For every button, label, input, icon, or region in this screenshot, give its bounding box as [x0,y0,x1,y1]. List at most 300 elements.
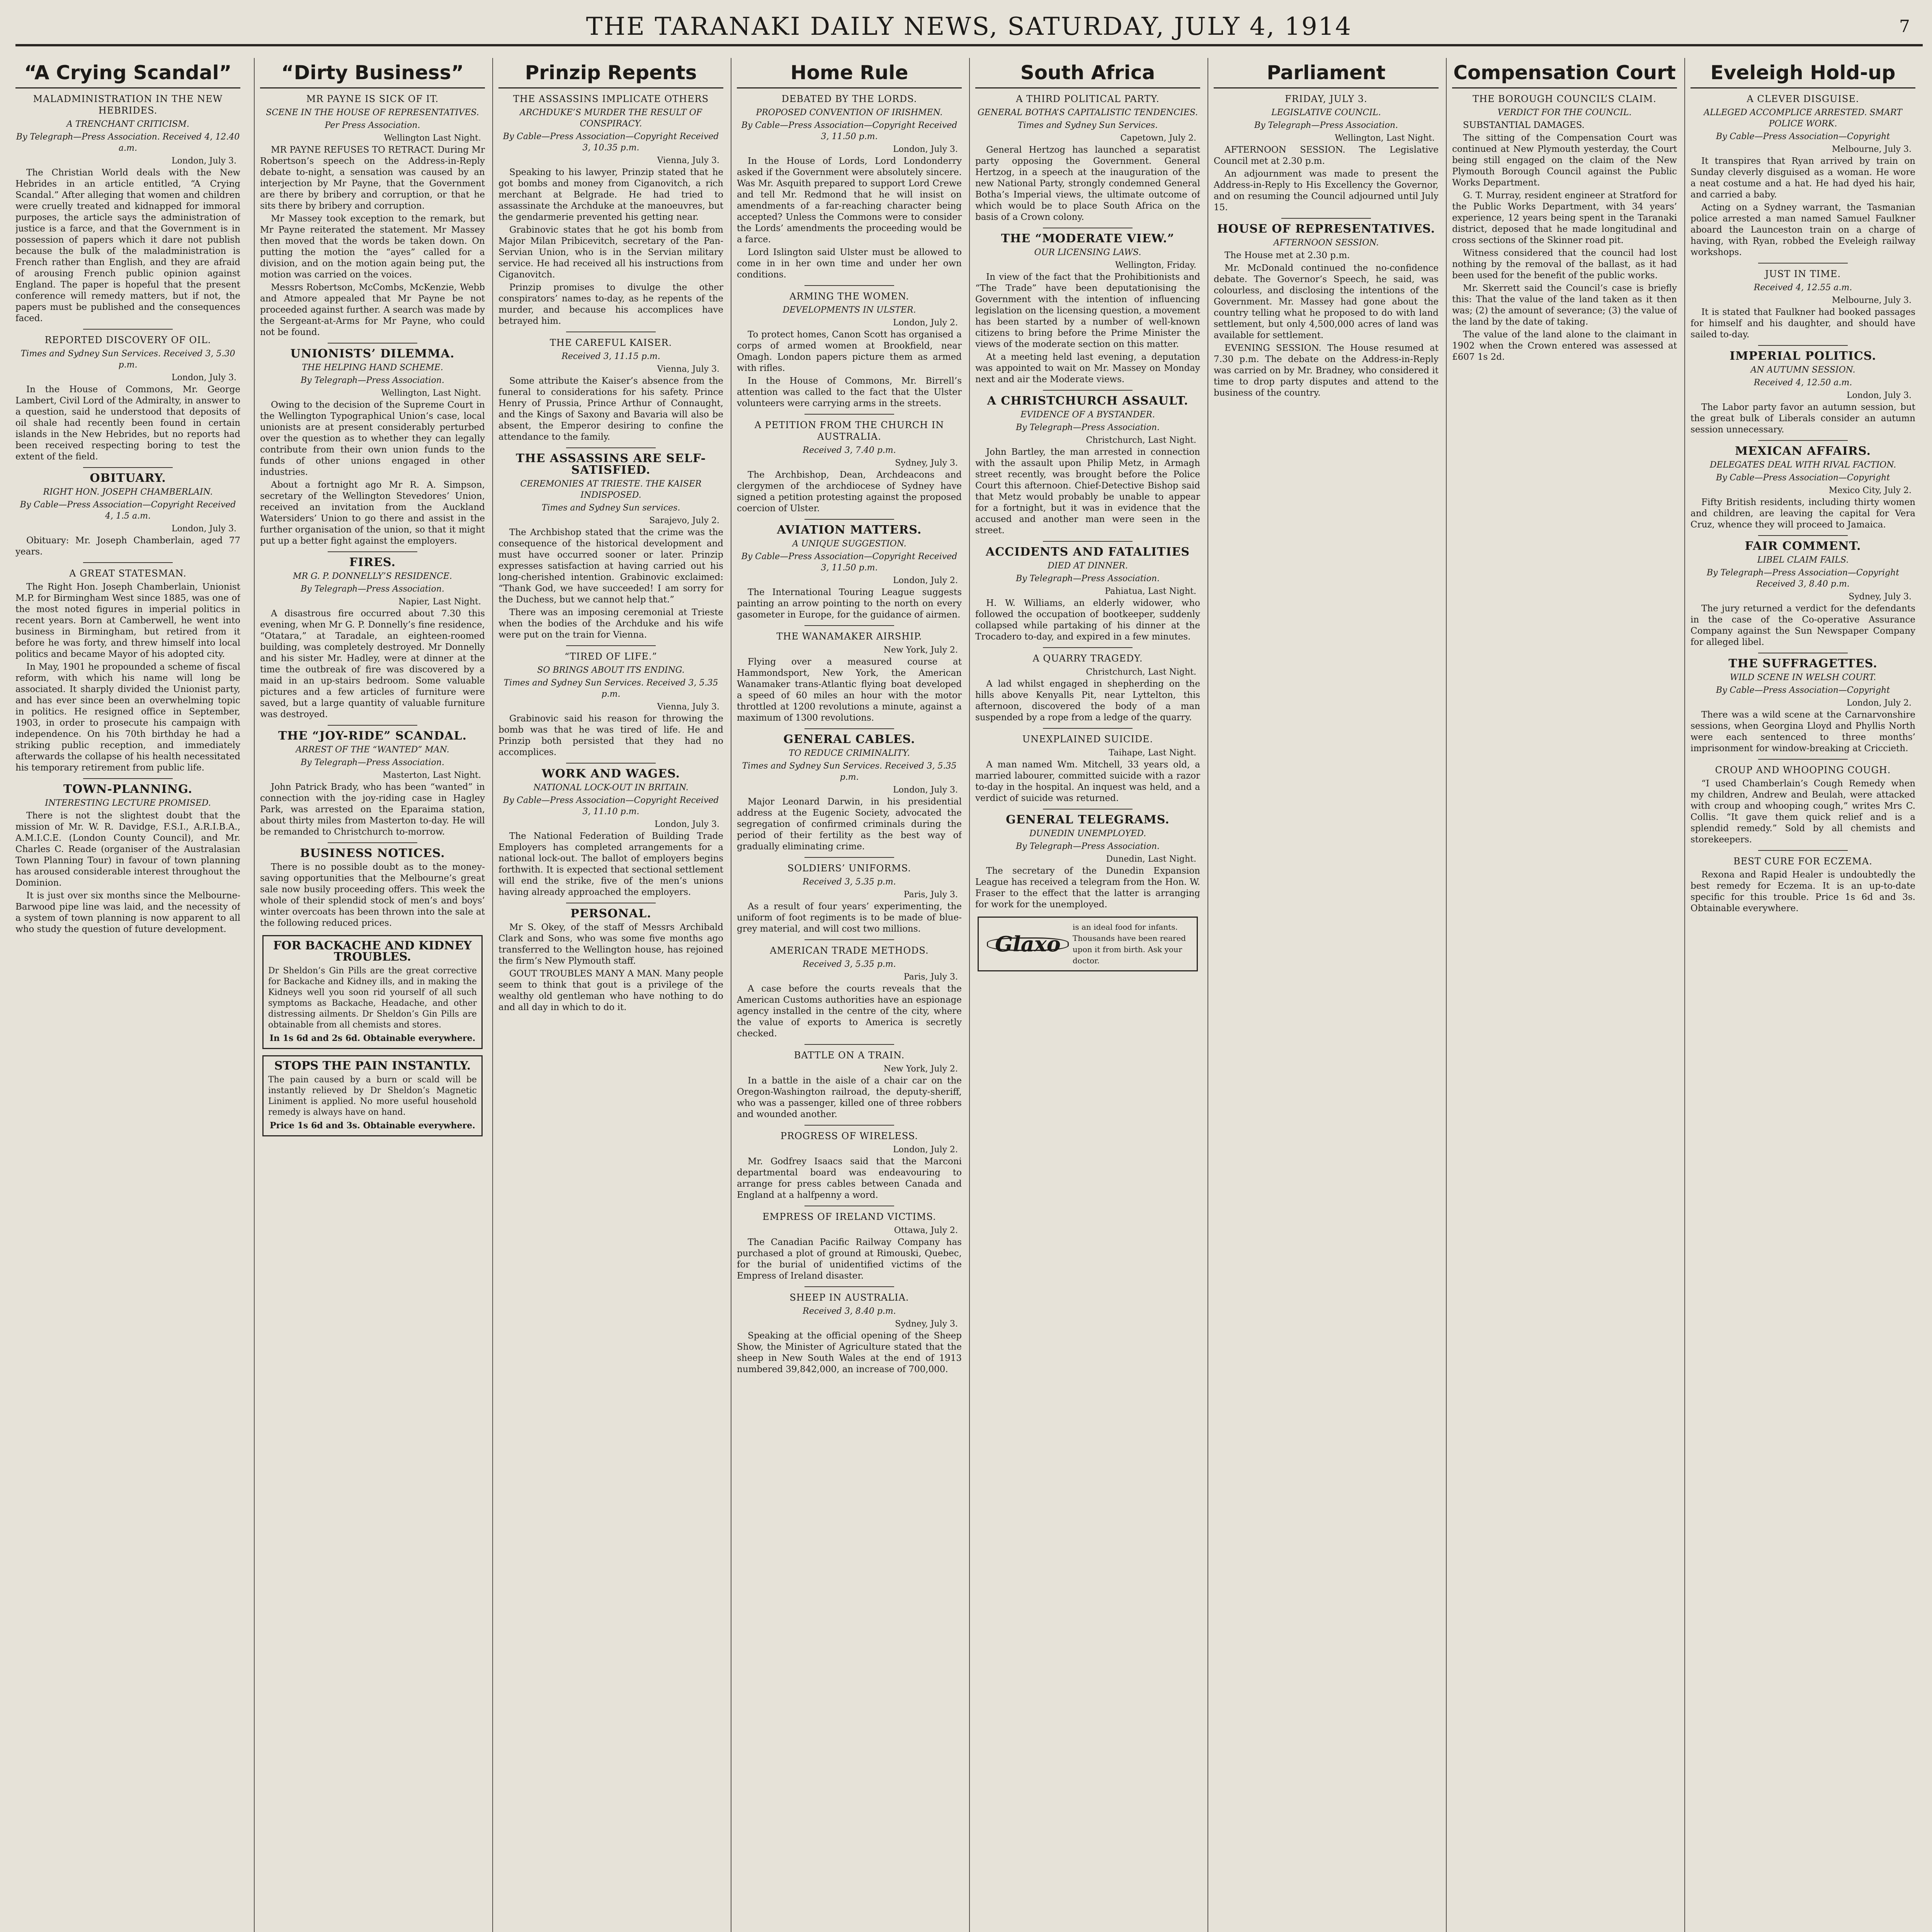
article-divider [1758,440,1848,441]
news-column [731,58,962,1932]
article-body [15,167,240,324]
article-paragraph: Obituary: Mr. Joseph Chamberlain, aged 77 years. [15,536,240,557]
article [975,647,1200,723]
article-body [975,759,1200,804]
article-dateline: Wellington, Friday. [1115,260,1196,270]
article-body [737,656,962,724]
article-body [737,796,962,852]
article-byline: A TRENCHANT CRITICISM. [66,119,189,129]
article-source: Times and Sydney Sun services. [541,503,680,513]
article-divider [804,939,895,940]
article [975,541,1200,643]
article-byline: A UNIQUE SUGGESTION. [792,539,906,549]
news-column [15,58,240,1932]
article [1690,850,1915,914]
article-dateline: London, July 3. [172,373,236,383]
article-paragraph: The International Touring League suggests painting an arrow pointing to the north on every gasometer in Europe, for the guidance of airmen. [737,587,962,620]
article-byline: ALLEGED ACCOMPLICE ARRESTED. SMART POLICE WORK. [1704,108,1902,129]
article-paragraph: Lord Islington said Ulster must be allowed to come in in her own time and under her own conditions. [737,247,962,280]
advertisement-title: FOR BACKACHE AND KIDNEY TROUBLES. [273,939,472,964]
article-dateline: Mexico City, July 2. [1828,486,1912,495]
article-dateline: Dunedin, Last Night. [1106,854,1196,864]
article-dateline: London, July 3. [172,524,236,534]
article-source: Received 3, 8.40 p.m. [803,1306,896,1316]
article-divider [328,343,418,344]
article-paragraph: The House met at 2.30 p.m. [1225,250,1350,260]
article-headline: FIRES. [349,556,396,569]
article-source: Per Press Association. [325,121,420,130]
article-paragraph: Flying over a measured course at Hammondsport, New York, the American Wanamaker trans-Atlantic flying boat developed a speed of 60 miles an hour with the motor throttled at 1200 revolutions a minute, against a maximum of 1300 revolutions. [737,657,962,723]
article-body [498,376,723,443]
article-paragraph: The Labor party favor an autumn session, but the great bulk of Liberals consider an autumn session unnecessary. [1690,402,1915,435]
article-dateline: London, July 3. [172,156,236,166]
article [737,1286,962,1375]
article-source: By Telegraph—Press Association. [1016,574,1160,583]
article-divider [566,763,656,764]
article-paragraph: Speaking at the official opening of the Sheep Show, the Minister of Agriculture stated that the sheep in New South Wales at the end of 1913 numbered 39,842,000, an increase of 700,000. [737,1331,962,1374]
article-body [737,156,962,281]
masthead [15,9,1923,46]
article-byline: AN AUTUMN SESSION. [1750,365,1855,375]
article-divider [804,728,895,729]
article-headline: CROUP AND WHOOPING COUGH. [1715,765,1891,776]
article-dateline: Christchurch, Last Night. [1086,667,1196,677]
article-headline: DEBATED BY THE LORDS. [781,94,917,104]
article-paragraph: The Right Hon. Joseph Chamberlain, Unionist M.P. for Birmingham West since 1885, was one of the most noted figures in imperial politics in recent years. Born at Camberwell, he went into business in Birmingham, but retired from it before he was forty, and threw himself into local politics and became Mayor of his adopted city. [15,582,240,659]
article-dateline: Capetown, July 2. [1120,133,1196,143]
article-body [15,535,240,558]
column-heading: Prinzip Repents [498,58,723,88]
article-body [975,679,1200,723]
article-headline: PROGRESS OF WIRELESS. [780,1131,918,1141]
article-body [260,145,485,338]
article-dateline: London, July 2. [893,1145,958,1155]
article-body [498,713,723,758]
article-headline: OBITUARY. [90,471,166,485]
article-byline: LIBEL CLAIM FAILS. [1757,555,1849,565]
article-headline: THE WANAMAKER AIRSHIP. [776,631,922,642]
article-paragraph: Mr. Skerrett said the Council’s case is briefly this: That the value of the land taken as it then was; (2) the amount of severance; (3) the value of the land by the date of taking. [1452,283,1677,327]
article [737,93,962,281]
article-source: By Telegraph—Press Association—Copyright Received 3, 8.40 p.m. [1706,568,1900,589]
article-divider [328,842,418,843]
article-paragraph: There was an imposing ceremonial at Trieste when the bodies of the Archduke and his wife were put on the train for Vienna. [498,607,723,640]
page-number: 7 [1899,17,1911,36]
article-source: By Telegraph—Press Association. [1254,121,1398,130]
news-column [492,58,723,1932]
article [15,467,240,558]
article-byline: PROPOSED CONVENTION OF IRISHMEN. [756,108,943,117]
article-headline: SOLDIERS’ UNIFORMS. [787,863,911,874]
advertisement [262,935,483,1049]
article-body [737,1156,962,1201]
article-byline: AFTERNOON SESSION. [1273,238,1379,248]
column-heading: “Dirty Business” [260,58,485,88]
article-headline: THE ASSASSINS ARE SELF-SATISFIED. [516,452,706,477]
article-dateline: Paris, July 3. [903,890,958,900]
article-headline: UNIONISTS’ DILEMMA. [290,347,455,361]
article [260,551,485,720]
article-dateline: London, July 2. [1847,698,1912,708]
article-paragraph: To protect homes, Canon Scott has organised a corps of armed women at Brookfield, near Omagh. London papers picture them as armed with rifles. [737,330,962,373]
article-headline: HOUSE OF REPRESENTATIVES. [1217,222,1435,236]
article-divider [804,1286,895,1287]
article [975,809,1200,910]
article-dateline: Wellington Last Night. [384,133,481,143]
article-byline: THE HELPING HAND SCHEME. [302,363,443,372]
article-paragraph: GOUT TROUBLES MANY A MAN. Many people seem to think that gout is a privilege of the wealthy old gentleman who have nothing to do and all day in which to do it. [498,969,723,1012]
column-heading: Home Rule [737,58,962,88]
article-paragraph: A disastrous fire occurred about 7.30 this evening, when Mr G. P. Donnelly’s fine residence, “Otatara,” at Taradale, an eighteen-roomed building, was completely destroyed. Mr Donnelly and his sister Mr. Hadley, were at dinner at the time the outbreak of fire was discovered by a maid in an up-stairs bedroom. Some valuable pictures and a few articles of furniture were saved, but a large quantity of valuable furniture was destroyed. [260,609,485,719]
article-headline: WORK AND WAGES. [541,767,680,781]
article [498,903,723,1013]
article [737,1125,962,1201]
article-paragraph: The jury returned a verdict for the defendants in the case of the Co-operative Assurance Company against the Sun Newspaper Company for alleged libel. [1690,604,1915,647]
article-paragraph: There is no possible doubt as to the money-saving opportunities that the Melbourne’s great sale now busily proceeding offers. This week the whole of their splendid stock of men’s and boys’ winter overcoats has been thrown into the sale at the following reduced prices. [260,862,485,928]
article-paragraph: In a battle in the aisle of a chair car on the Oregon-Washington railroad, the deputy-sheriff, who was a passenger, killed one of three robbers and wounded another. [737,1076,962,1119]
article-source: Received 3, 5.35 p.m. [803,877,896,887]
article [975,228,1200,385]
article-source: Times and Sydney Sun Services. Received 3, 5.35 p.m. [742,761,957,782]
article-source: By Cable—Press Association—Copyright Received 3, 10.35 p.m. [503,132,719,153]
article-byline: LEGISLATIVE COUNCIL. [1271,108,1381,117]
article-paragraph: Mr. McDonald continued the no-confidence debate. The Governor’s Speech, he said, was colourless, and disclosing the intentions of the Government. Mr. Massey had gone about the country telling what he proposed to do with land settlement, but only 4,500,000 acres of land was available for settlement. [1214,263,1439,340]
article-divider [1758,535,1848,536]
article-paragraph: The Christian World deals with the New Hebrides in an article entitled, “A Crying Scandal.” After alleging that women and children were cruelly treated and kidnapped for immoral purposes, the article says the administration of justice is a farce, and that the Government is in possession of papers which it dare not publish because the bulk of the maladministration is French rather than English, and they are afraid of arousing French public opinion against England. The paper is hopeful that the present conference will remedy matters, but if not, the papers must be published and the consequences faced. [15,168,240,323]
article-paragraph: Prinzip promises to divulge the other conspirators’ names to-day, as he repents of the murder, and because his accomplices have betrayed him. [498,282,723,326]
article [260,93,485,338]
article-paragraph: At a meeting held last evening, a deputation was appointed to wait on Mr. Massey on Monday next and air the Moderate views. [975,352,1200,384]
article-body [1214,145,1439,213]
article-source: By Cable—Press Association—Copyright [1716,685,1890,695]
column-heading: Parliament [1214,58,1439,88]
article-headline: AVIATION MATTERS. [777,523,922,537]
article-dateline: Ottawa, July 2. [894,1226,958,1235]
article-paragraph: An adjournment was made to present the Address-in-Reply to His Excellency the Governor, and on resuming the Council adjourned until July 15. [1214,169,1439,213]
article [1690,345,1915,435]
article-headline: GENERAL CABLES. [783,733,915,746]
article-dateline: Vienna, July 3. [657,364,719,374]
article-paragraph: MR PAYNE REFUSES TO RETRACT. During Mr Robertson’s speech on the Address-in-Reply debate to-night, a sensation was caused by an interjection by Mr Payne, that the Government are there by bribery and corruption, or that he sits there by bribery and corruption. [260,145,485,211]
article-paragraph: In the House of Lords, Lord Londonderry asked if the Government were absolutely sincere. Was Mr. Asquith prepared to support Lord Crewe and tell Mr. Redmond that he will insist on amendments of a far-reaching character being accepted? Unless the Commons were to consider the Lords’ amendments the proceeding would be a farce. [737,156,962,245]
article-body [1690,603,1915,648]
article-body [1690,778,1915,845]
article-divider [83,467,173,468]
article-source: By Cable—Press Association—Copyright Received 3, 11.50 p.m. [741,121,957,141]
article-body [260,862,485,929]
article-paragraph: There is not the slightest doubt that the mission of Mr. W. R. Davidge, F.S.I., A.R.I.B.A., A.M.I.C.E. (London County Council), and Mr. Charles C. Reade (organiser of the Australasian Town Planning Tour) in favour of town planning has aroused considerable interest throughout the Dominion. [15,811,240,888]
article-divider [83,329,173,330]
article-headline: THE BOROUGH COUNCIL’S CLAIM. [1473,94,1656,104]
news-columns [15,58,1924,1932]
article-divider [1281,218,1371,219]
article [737,857,962,935]
article-dateline: Sarajevo, July 2. [649,516,719,526]
article-body [498,831,723,898]
article-body [737,1330,962,1375]
article-paragraph: The Archbishop, Dean, Archdeacons and clergymen of the archdiocese of Sydney have signed a petition protesting against the proposed coercion of Ulster. [737,470,962,514]
article [1690,440,1915,531]
article-dateline: Taihape, Last Night. [1109,748,1196,758]
article-paragraph: There was a wild scene at the Carnarvonshire sessions, when Georgina Lloyd and Phyllis North were each sentenced to three months’ imprisonment for window-breaking at Criccieth. [1690,710,1915,753]
article-paragraph: About a fortnight ago Mr R. A. Simpson, secretary of the Wellington Stevedores’ Union, received an invitation from the Auckland Watersiders’ Union to go there and assist in the further organisation of the union, so that it might put up a better fight against the employers. [260,480,485,546]
column-heading: Compensation Court [1452,58,1677,88]
article-body [498,167,723,327]
article-body [1690,709,1915,754]
article-byline: DELEGATES DEAL WITH RIVAL FACTION. [1709,460,1896,470]
article [737,625,962,724]
article-headline: A PETITION FROM THE CHURCH IN AUSTRALIA. [754,420,944,442]
article-body [15,582,240,774]
article-paragraph: G. T. Murray, resident engineer at Stratford for the Public Works Department, with 34 years’ experience, 12 years being spent in the Taranaki district, deposed that he made longitudinal and cross sections of the Skinner road pit. [1452,190,1677,245]
article-paragraph: A case before the courts reveals that the American Customs authorities have an espionage agency installed in the centre of the city, where the value of exports to America is secretly checked. [737,984,962,1039]
news-column [254,58,485,1932]
article [260,725,485,838]
article [15,93,240,324]
article-headline: MALADMINISTRATION IN THE NEW HEBRIDES. [33,94,223,116]
article-headline: BEST CURE FOR ECZEMA. [1733,856,1872,867]
article-dateline: London, July 3. [893,785,958,795]
advertisement [262,1055,483,1136]
article-divider [1043,809,1133,810]
article-dateline: London, July 3. [655,820,719,829]
article-paragraph: A lad whilst engaged in shepherding on the hills above Kenyalls Pit, near Lyttelton, this afternoon, discovered the body of a man suspended by a rope from a ledge of the quarry. [975,679,1200,723]
article-body [975,598,1200,643]
article-divider [83,562,173,563]
article-paragraph: In the House of Commons, Mr. Birrell’s attention was called to the fact that the Ulster volunteers were carrying arms in the streets. [737,376,962,408]
article [737,728,962,852]
article-byline: SO BRINGS ABOUT ITS ENDING. [537,665,685,675]
article-body [1690,307,1915,340]
article-byline: TO REDUCE CRIMINALITY. [789,748,910,758]
article-source: Received 4, 12.55 a.m. [1753,283,1852,293]
article-paragraph: John Bartley, the man arrested in connection with the assault upon Philip Metz, in Armagh street recently, was brought before the Police Court this afternoon. Chief-Detective Bishop said that Metz would probably be unable to appear for a fortnight, but it was in evidence that the accused and another man were seen in the street. [975,447,1200,536]
article-dateline: Wellington, Last Night. [1335,133,1435,143]
article-divider [1043,647,1133,648]
article-divider [804,857,895,858]
article [498,645,723,758]
article-byline: EVIDENCE OF A BYSTANDER. [1020,410,1155,420]
article-headline: JUST IN TIME. [1765,269,1841,279]
article-body [1690,402,1915,435]
article [498,447,723,641]
article [260,842,485,929]
article-divider [1043,728,1133,729]
article-headline: THE “JOY-RIDE” SCANDAL. [278,729,467,743]
article-body [737,587,962,621]
article [737,1206,962,1282]
article-body [15,384,240,463]
article-paragraph: Mr S. Okey, of the staff of Messrs Archibald Clark and Sons, who was some five months ago transferred to the Wellington house, has rejoined the firm’s New Plymouth staff. [498,922,723,966]
advertisement-foot: Price 1s 6d and 3s. Obtainable everywhere. [270,1121,475,1131]
article [498,763,723,898]
article [1690,653,1915,754]
article-dateline: Melbourne, July 3. [1832,145,1912,154]
advertisement-foot: In 1s 6d and 2s 6d. Obtainable everywhere. [269,1033,476,1043]
article-paragraph: AFTERNOON SESSION. The Legislative Council met at 2.30 p.m. [1214,145,1439,166]
article-paragraph: SUBSTANTIAL DAMAGES. [1463,120,1585,130]
article-divider [1758,263,1848,264]
article-paragraph: Grabinovic said his reason for throwing the bomb was that he was tired of life. He and Prinzip both persisted that they had no accomplices. [498,714,723,757]
article [975,390,1200,536]
article-byline: INTERESTING LECTURE PROMISED. [45,798,211,808]
article-dateline: New York, July 2. [883,645,958,655]
article-divider [804,519,895,520]
article-dateline: Vienna, July 3. [657,702,719,712]
article-paragraph: John Patrick Brady, who has been “wanted” in connection with the joy-riding case in Hagley Park, was arrested on the Eparaima station, about thirty miles from Masterton to-day. He will be remanded to Christchurch to-morrow. [260,782,485,837]
article-headline: A THIRD POLITICAL PARTY. [1016,94,1160,104]
article-dateline: London, July 3. [893,145,958,154]
article-byline: DIED AT DINNER. [1048,561,1128,571]
article-body [737,901,962,935]
article-source: By Cable—Press Association—Copyright Received 3, 11.10 p.m. [503,796,719,816]
article-body [1214,250,1439,399]
article-headline: ARMING THE WOMEN. [789,291,909,302]
article-paragraph: The Canadian Pacific Railway Company has purchased a plot of ground at Rimouski, Quebec, for the burial of unidentified victims of the Empress of Ireland disaster. [737,1237,962,1281]
article-byline: WILD SCENE IN WELSH COURT. [1730,673,1876,682]
article-body [737,329,962,409]
article-dateline: Masterton, Last Night. [383,770,481,780]
article-source: By Cable—Press Association—Copyright [1716,132,1890,141]
article-divider [83,778,173,779]
article-headline: A GREAT STATESMAN. [69,568,187,579]
article-paragraph: As a result of four years’ experimenting, the uniform of foot regiments is to be made of blue-grey material, and will cost two millions. [737,901,962,934]
article-body [975,447,1200,536]
article-body [975,866,1200,910]
article-paragraph: Owing to the decision of the Supreme Court in the Wellington Typographical Union’s case, local unionists are at present considerably perturbed over the question as to whether they can legally contribute from their own union funds to the funds of other unions engaged in other industries. [260,400,485,477]
article-byline: ARCHDUKE’S MURDER THE RESULT OF CONSPIRACY. [519,108,702,129]
article-paragraph: Fifty British residents, including thirty women and children, are leaving the capital for Vera Cruz, whence they will proceed to Jamaica. [1690,497,1915,530]
article-source: By Telegraph—Press Association. Received 4, 12.40 a.m. [16,132,240,153]
article-headline: GENERAL TELEGRAMS. [1006,813,1170,827]
article-body [737,1075,962,1120]
article-byline: MR G. P. DONNELLY’S RESIDENCE. [293,571,452,581]
article-headline: A QUARRY TRAGEDY. [1032,653,1143,664]
article [1690,759,1915,845]
article-divider [804,1125,895,1126]
article-paragraph: It is just over six months since the Melbourne-Barwood pipe line was laid, and the necessity of a system of town planning is now apparent to all who study the question of future development. [15,891,240,934]
article-dateline: Melbourne, July 3. [1832,296,1912,305]
article [1452,93,1677,363]
article-paragraph: Mr. Godfrey Isaacs said that the Marconi departmental board was endeavouring to arrange for press cables between Canada and England at a halfpenny a word. [737,1156,962,1200]
article-body [737,1237,962,1282]
article-divider [1758,759,1848,760]
article-paragraph: The value of the land alone to the claimant in 1902 when the Crown entered was assessed at £607 1s 2d. [1452,330,1677,362]
article-paragraph: “I used Chamberlain’s Cough Remedy when my children, Andrew and Beulah, were attacked with croup and whooping cough,” writes Mrs C. Collis. “It gave them quick relief and is a splendid remedy.” Sold by all chemists and storekeepers. [1690,779,1915,845]
glaxo-advertisement-text: is an ideal food for infants. Thousands have been reared upon it from birth. Ask your doctor. [1072,922,1186,965]
article-paragraph: Rexona and Rapid Healer is undoubtedly the best remedy for Eczema. It is an up-to-date specific for this trouble. Price 1s 6d and 3s. Obtainable everywhere. [1690,870,1915,913]
article-paragraph: General Hertzog has launched a separatist party opposing the Government. General Hertzog, in a speech at the inauguration of the new National Party, strongly condemned General Botha’s Imperial views, the ultimate outcome of which would be to place South Africa on the basis of a Crown colony. [975,145,1200,222]
article-source: Received 3, 7.40 p.m. [803,446,896,455]
article [1690,263,1915,340]
article-headline: BUSINESS NOTICES. [300,847,445,860]
article [498,332,723,443]
article [737,519,962,621]
article-headline: REPORTED DISCOVERY OF OIL. [44,335,211,345]
article-source: By Telegraph—Press Association. [301,758,444,767]
article-headline: THE “MODERATE VIEW.” [1001,232,1175,245]
article-paragraph: In view of the fact that the Prohibitionists and “The Trade” have been deputationising the Government with the intention of influencing legislation on the licensing question, a movement has been started by a number of well-known citizens to bring before the Prime Minister the views of the moderate section on this matter. [975,272,1200,349]
article-body [260,400,485,547]
article-paragraph: It is stated that Faulkner had booked passages for himself and his daughter, and should have sailed to-day. [1690,307,1915,340]
article-paragraph: The Archbishop stated that the crime was the consequence of the historical development and must have occurred sooner or later. Prinzip expresses satisfaction at having carried out his long-cherished intention. Grabinovic exclaimed: “Thank God, we have succeeded! I am sorry for the Duchess, but we cannot help that.” [498,527,723,605]
article-paragraph: It transpires that Ryan arrived by train on Sunday cleverly disguised as a woman. He wore a neat costume and a hat. He had dyed his hair, and carried a baby. [1690,156,1915,200]
article-body [498,527,723,641]
article [737,1044,962,1120]
article-dateline: Christchurch, Last Night. [1086,435,1196,445]
article [15,562,240,774]
article-divider [328,551,418,552]
article-source: Times and Sydney Sun Services. Received 3, 5.35 p.m. [503,678,718,699]
article [737,939,962,1039]
article-divider [328,725,418,726]
article-source: By Cable—Press Association—Copyright [1716,473,1890,483]
article-body [737,983,962,1039]
article [15,778,240,935]
article-paragraph: EVENING SESSION. The House resumed at 7.30 p.m. The debate on the Address-in-Reply was carried on by Mr. Bradney, who considered it time to drop party disputes and attend to the business of the country. [1214,343,1439,398]
article-source: Times and Sydney Sun Services. [1017,121,1158,130]
article [1690,535,1915,648]
article-byline: DUNEDIN UNEMPLOYED. [1029,829,1146,838]
article-paragraph: Speaking to his lawyer, Prinzip stated that he got bombs and money from Ciganovitch, a rich merchant at Belgrade. He had tried to assassinate the Archduke at the manoeuvres, but the gendarmerie prevented his getting near. [498,167,723,222]
article [498,93,723,327]
article-paragraph: In May, 1901 he propounded a scheme of fiscal reform, with which his name will long be associated. It sharply divided the Unionist party, and has ever since been an overwhelming topic in politics. He resigned office in September, 1903, in order to prosecute his campaign with independence. On his 70th birthday he had a striking public reception, and immediately afterwards the collapse of his health necessitated his temporary retirement from public life. [15,662,240,773]
article-headline: FRIDAY, JULY 3. [1285,94,1367,104]
article-dateline: London, July 3. [1847,391,1912,400]
article-source: Received 4, 12.50 a.m. [1753,378,1852,388]
news-column [1684,58,1915,1932]
article-source: Received 3, 5.35 p.m. [803,959,896,969]
article-headline: THE ASSASSINS IMPLICATE OTHERS [513,94,709,104]
article-source: By Telegraph—Press Association. [1016,423,1160,432]
masthead-title: THE TARANAKI DAILY NEWS, SATURDAY, JULY 4, 1914 [586,12,1352,41]
article-divider [1043,390,1133,391]
article-paragraph: Witness considered that the council had lost nothing by the removal of the ballast, as it had been used for the benefit of the public works. [1452,248,1677,281]
article-divider [804,625,895,626]
article-paragraph: Acting on a Sydney warrant, the Tasmanian police arrested a man named Samuel Faulkner aboard the Launceston train on a charge of having, with Ryan, robbed the Eveleigh railway workshops. [1690,202,1915,257]
article-paragraph: A man named Wm. Mitchell, 33 years old, a married labourer, committed suicide with a razor to-day in the hospital. An inquest was held, and a verdict of suicide was returned. [975,760,1200,803]
article-dateline: Sydney, July 3. [1849,592,1912,602]
article [975,728,1200,804]
article-paragraph: The National Federation of Building Trade Employers has completed arrangements for a national lock-out. The ballot of employers begins forthwith. It is expected that sectional settlement will end the strike, five of the men’s unions having already approached the employers. [498,831,723,897]
article-byline: NATIONAL LOCK-OUT IN BRITAIN. [533,783,689,793]
article-dateline: Sydney, July 3. [895,1319,958,1329]
article-source: By Telegraph—Press Association. [301,584,444,594]
article-headline: ACCIDENTS AND FATALITIES [985,545,1190,559]
news-column [1446,58,1677,1932]
advertisement-title: STOPS THE PAIN INSTANTLY. [274,1059,471,1073]
article [260,343,485,547]
article-divider [566,645,656,646]
article-headline: “TIRED OF LIFE.” [565,651,657,662]
article [737,414,962,514]
article-dateline: New York, July 2. [883,1064,958,1074]
article-headline: UNEXPLAINED SUICIDE. [1022,734,1153,745]
article-body [737,469,962,514]
column-heading: Eveleigh Hold-up [1690,58,1915,88]
article-paragraph: The sitting of the Compensation Court was continued at New Plymouth yesterday, the Court being still engaged on the claim of the New Plymouth Borough Council against the Public Works Department. [1452,133,1677,188]
news-column [1208,58,1439,1932]
news-column [969,58,1200,1932]
article-body [15,810,240,935]
article-headline: THE CAREFUL KAISER. [549,337,672,348]
article-dateline: London, July 2. [893,576,958,585]
article-headline: THE SUFFRAGETTES. [1728,657,1878,670]
article-body [1690,156,1915,258]
article-source: By Cable—Press Association—Copyright Received 3, 11.50 p.m. [741,552,957,573]
article-dateline: Vienna, July 3. [657,156,719,165]
article-paragraph: H. W. Williams, an elderly widower, who followed the occupation of bootkeeper, suddenly collapsed while partaking of his dinner at the Trocadero to-day, and expired in a few minutes. [975,598,1200,642]
